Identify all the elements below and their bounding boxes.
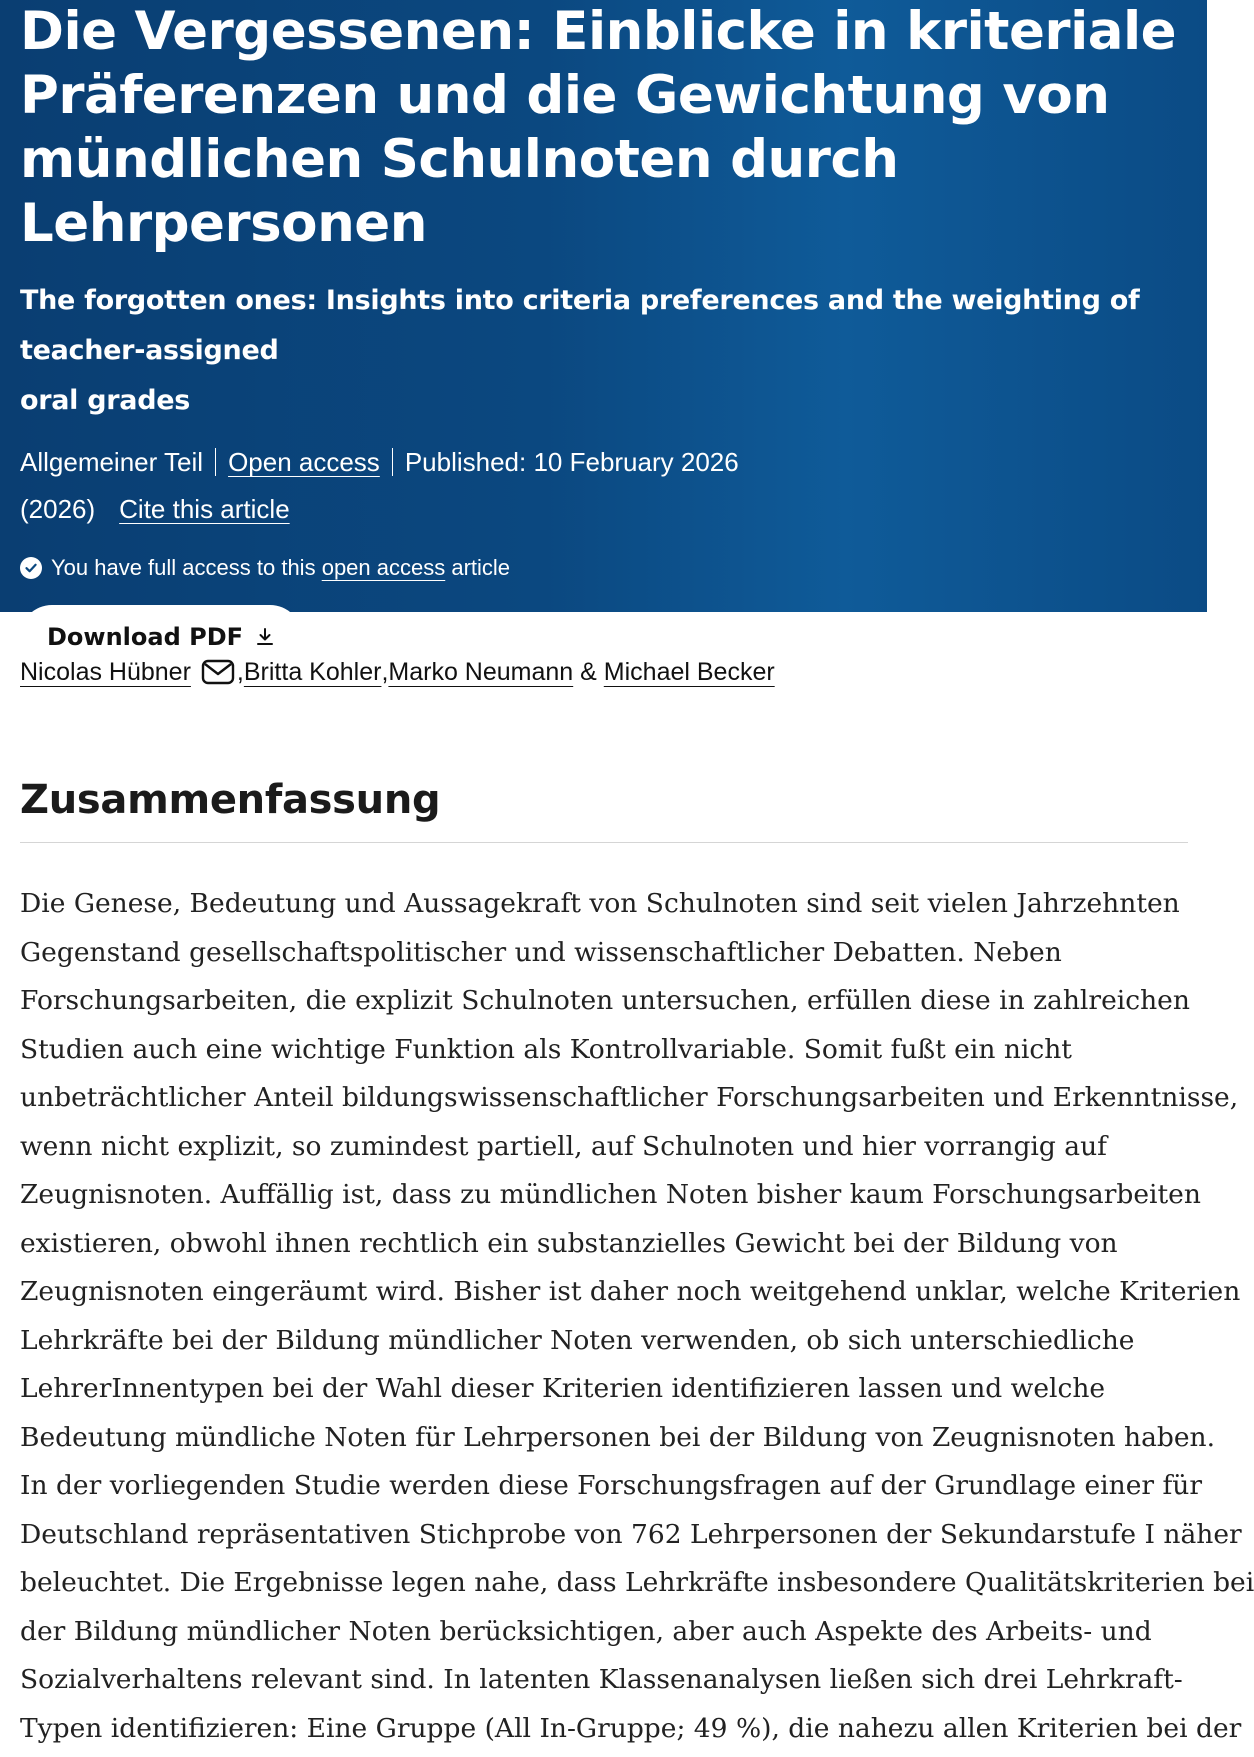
bookmark-icon [360, 622, 384, 652]
download-icon [255, 627, 275, 647]
abstract-heading: Zusammenfassung [20, 777, 441, 823]
abstract-text [20, 880, 1254, 1753]
access-notice-suffix: article [451, 555, 511, 580]
abstract-line: wenn nicht explizit, so zumindest partiell, auf Schulnoten und hier vorrangig auf [20, 1130, 1107, 1162]
save-article-label: Save article [400, 623, 561, 651]
author-link[interactable]: Nicolas Hübner [20, 658, 191, 686]
author-list [20, 652, 775, 692]
article-title-line: Präferenzen und die Gewichtung von [20, 65, 1110, 126]
article-category: Allgemeiner Teil [20, 447, 204, 477]
meta-divider [215, 448, 216, 476]
article-subtitle-line: The forgotten ones: Insights into criteria preferences and the weighting of teacher-assigned [20, 285, 1140, 366]
author-separator: , [236, 658, 244, 686]
abstract-line: Lehrkräfte bei der Bildung mündlicher Noten verwenden, ob sich unterschiedliche [20, 1324, 1135, 1356]
author-separator: & [573, 658, 597, 686]
open-access-link[interactable]: Open access [228, 447, 380, 477]
abstract-line: Zeugnisnoten. Auffällig ist, dass zu mündlichen Noten bisher kaum Forschungsarbeiten [20, 1179, 1201, 1210]
abstract-line: Zeugnisnoten eingeräumt wird. Bisher ist daher noch weitgehend unklar, welche Kriterien [20, 1276, 1241, 1307]
mail-icon[interactable] [201, 659, 235, 685]
check-circle-icon [20, 557, 42, 579]
article-meta [20, 442, 1200, 482]
article-header [0, 0, 1207, 651]
save-article-button[interactable] [360, 622, 560, 652]
abstract-line: Typen identifizieren: Eine Gruppe (All In-Gruppe; 49 %), die nahezu allen Kriterien bei der [20, 1712, 1242, 1744]
article-title-line: Die Vergessenen: Einblicke in kriteriale [20, 1, 1177, 62]
article-title [20, 0, 1200, 256]
access-notice-prefix: You have full access to this [51, 555, 316, 580]
open-access-info-link[interactable]: open access [321, 555, 446, 580]
abstract-line: Sozialverhaltens relevant sind. In latenten Klassenanalysen ließen sich drei Lehrkraft- [20, 1664, 1183, 1695]
article-subtitle [20, 276, 1200, 426]
cite-article-link[interactable]: Cite this article [119, 494, 290, 524]
article-year: (2026) [20, 494, 96, 524]
abstract-line: Bedeutung mündliche Noten für Lehrpersonen bei der Bildung von Zeugnisnoten haben. [20, 1421, 1216, 1453]
abstract-line: Studien auch eine wichtige Funktion als Kontrollvariable. Somit fußt ein nicht [20, 1033, 1072, 1065]
abstract-line: Die Genese, Bedeutung und Aussagekraft von Schulnoten sind seit vielen Jahrzehnten [20, 888, 1180, 919]
abstract-line: Forschungsarbeiten, die explizit Schulnoten untersuchen, erfüllen diese in zahlreichen [20, 985, 1190, 1016]
abstract-line: der Bildung mündlicher Noten berücksichtigen, aber auch Aspekte des Arbeits- und [20, 1615, 1152, 1647]
article-meta-secondary [20, 489, 1200, 529]
author-link[interactable]: Marko Neumann [388, 658, 574, 686]
access-notice [20, 553, 1200, 583]
published-date: Published: 10 February 2026 [404, 447, 739, 477]
article-subtitle-line: oral grades [20, 385, 191, 416]
article-title-line: mündlichen Schulnoten durch Lehrpersonen [20, 129, 899, 254]
article-header-inner [20, 0, 1200, 669]
section-divider [20, 842, 1188, 843]
author-separator: , [381, 658, 389, 686]
author-link[interactable]: Britta Kohler [243, 658, 382, 686]
download-pdf-label: Download PDF [46, 623, 244, 651]
abstract-line: In der vorliegenden Studie werden diese Forschungsfragen auf der Grundlage einer für [20, 1470, 1203, 1501]
author-link[interactable]: Michael Becker [603, 658, 775, 686]
abstract-line: existieren, obwohl ihnen rechtlich ein substanzielles Gewicht bei der Bildung von [20, 1227, 1118, 1259]
meta-divider [392, 448, 393, 476]
abstract-line: unbeträchtlicher Anteil bildungswissenschaftlicher Forschungsarbeiten und Erkenntnisse, [20, 1082, 1239, 1113]
abstract-line: beleuchtet. Die Ergebnisse legen nahe, dass Lehrkräfte insbesondere Qualitätskriterien bei [20, 1567, 1254, 1598]
abstract-line: Deutschland repräsentativen Stichprobe von 762 Lehrpersonen der Sekundarstufe I näher [20, 1518, 1242, 1550]
abstract-line: Gegenstand gesellschaftspolitischer und wissenschaftlicher Debatten. Neben [20, 936, 1062, 968]
abstract-line: LehrerInnentypen bei der Wahl dieser Kriterien identifizieren lassen und welche [20, 1373, 1106, 1404]
